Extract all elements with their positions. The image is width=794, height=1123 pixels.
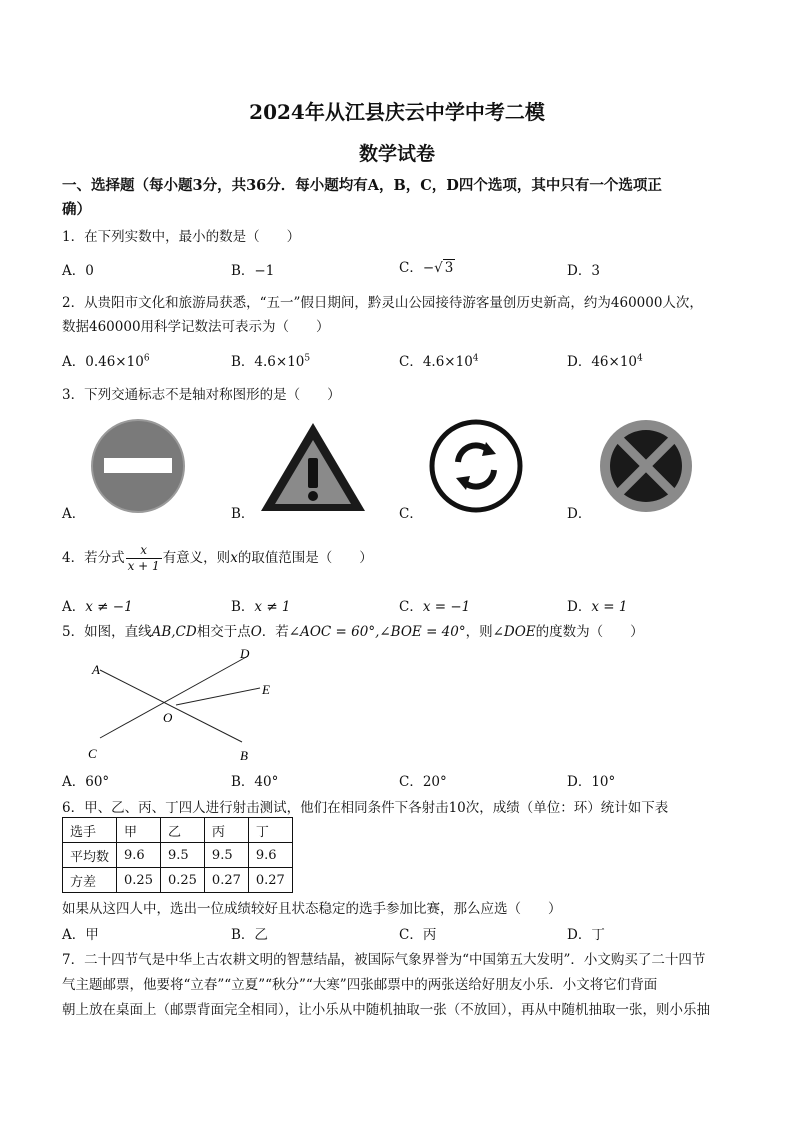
q7-stem-line3: 朝上放在桌面上（邮票背面完全相同），让小乐从中随机抽取一张（不放回），再从中随机抽取一张，则小乐抽	[62, 1002, 710, 1018]
q4-d-label: D．	[567, 599, 592, 615]
q1-option-d: D．3	[567, 263, 600, 279]
label-c: C	[88, 746, 97, 761]
q3-option-b: B．	[231, 506, 255, 522]
q4-c-expr: x = −1	[422, 599, 471, 615]
q5-option-b: B．40°	[231, 774, 279, 790]
q5-stem-mid3: ，则	[465, 624, 493, 640]
q4-c-label: C．	[399, 599, 423, 615]
table-row	[63, 868, 293, 893]
q5-stem-suffix: 的度数为（ ）	[535, 624, 644, 640]
q2-b-exp: 5	[304, 353, 311, 364]
q4-d-expr: x = 1	[591, 599, 628, 615]
table-cell: 丁	[248, 818, 292, 843]
q4-fraction	[126, 543, 162, 574]
label-b: B	[240, 748, 248, 763]
q1-option-c	[399, 256, 455, 276]
table-cell: 丙	[204, 818, 248, 843]
table-cell: 0.25	[117, 868, 161, 893]
table-cell: 0.25	[160, 868, 204, 893]
table-cell: 方差	[63, 868, 117, 893]
q4-b-expr: x ≠ 1	[254, 599, 291, 615]
q2-a-base: A．0.46×10	[62, 354, 144, 370]
q4-stem	[62, 543, 373, 574]
q4-variable: x	[230, 550, 238, 566]
q2-d-base: D．46×10	[567, 354, 637, 370]
q5-option-c: C．20°	[399, 774, 447, 790]
q6-question: 如果从这四人中，选出一位成绩较好且状态稳定的选手参加比赛，那么应选（ ）	[62, 901, 562, 917]
warning-triangle-icon	[258, 420, 368, 514]
q4-stem-suffix: 的取值范围是（ ）	[237, 550, 373, 566]
q4-option-a	[62, 595, 133, 615]
q4-option-c	[399, 595, 470, 615]
q4-b-label: B．	[231, 599, 255, 615]
q1-option-b: B．−1	[231, 263, 275, 279]
line-ab	[100, 670, 242, 742]
q5-option-a: A．60°	[62, 774, 110, 790]
table-cell: 乙	[160, 818, 204, 843]
q5-lines: AB,CD	[151, 624, 197, 640]
section-heading: 一、选择题（每小题3分，共36分．每小题均有A，B，C，D四个选项，其中只有一个选项正	[62, 177, 662, 194]
q2-c-base: C．4.6×10	[399, 354, 473, 370]
no-stopping-sign-icon	[596, 418, 696, 514]
q6-option-c: C．丙	[399, 927, 437, 943]
page-title: 2024年从江县庆云中学中考二模	[249, 100, 545, 124]
q1-option-c-prefix: C．−	[399, 260, 435, 276]
table-cell: 9.5	[160, 843, 204, 868]
q1-option-a: A．0	[62, 263, 94, 279]
label-e: E	[262, 682, 270, 697]
table-cell: 甲	[117, 818, 161, 843]
q5-stem-prefix: 5．如图，直线	[62, 624, 152, 640]
q4-a-label: A．	[62, 599, 86, 615]
q3-option-c: C．	[399, 506, 423, 522]
table-row	[63, 843, 293, 868]
q6-option-a: A．甲	[62, 927, 99, 943]
q2-a-exp: 6	[143, 353, 150, 364]
q4-fraction-denominator: x + 1	[127, 559, 160, 573]
q7-stem-line2: 气主题邮票，他要将“立春”“立夏”“秋分”“大寒”四张邮票中的两张送给好朋友小乐．小文将它们背面	[62, 977, 658, 993]
q5-stem-mid1: 相交于点	[196, 624, 251, 640]
q4-fraction-numerator: x	[126, 543, 162, 559]
q5-stem	[62, 620, 644, 640]
table-cell: 9.5	[204, 843, 248, 868]
q2-stem-cont: 数据460000用科学记数法可表示为（ ）	[62, 319, 330, 335]
q5-point: O	[250, 624, 262, 640]
q3-option-a: A．	[62, 506, 86, 522]
label-d: D	[240, 646, 250, 661]
section-heading-cont: 确）	[62, 201, 91, 218]
q5-geometry-diagram	[80, 642, 280, 766]
q2-option-b	[231, 350, 310, 370]
q2-c-exp: 4	[472, 353, 479, 364]
q5-target: ∠DOE	[492, 624, 536, 640]
ray-oe	[176, 688, 260, 705]
q4-option-b	[231, 595, 291, 615]
q5-given: ∠AOC = 60°,∠BOE = 40°	[288, 624, 466, 640]
q4-option-d	[567, 595, 627, 615]
sqrt-symbol: √ 3	[434, 260, 454, 276]
label-o: O	[163, 710, 173, 725]
table-cell: 9.6	[117, 843, 161, 868]
q5-stem-mid2: ．若	[261, 624, 289, 640]
q1-radicand: 3	[444, 260, 454, 276]
table-cell: 0.27	[204, 868, 248, 893]
q3-option-d: D．	[567, 506, 592, 522]
page-subtitle: 数学试卷	[358, 143, 435, 165]
table-cell: 选手	[63, 818, 117, 843]
q6-score-table	[62, 817, 293, 893]
q2-b-base: B．4.6×10	[231, 354, 305, 370]
q4-a-expr: x ≠ −1	[85, 599, 133, 615]
q6-option-d: D．丁	[567, 927, 605, 943]
no-entry-sign-icon	[88, 418, 188, 514]
q6-stem: 6．甲、乙、丙、丁四人进行射击测试，他们在相同条件下各射击10次，成绩（单位：环）统计如下表	[62, 800, 669, 816]
table-cell: 平均数	[63, 843, 117, 868]
line-cd	[100, 656, 248, 738]
q6-option-b: B．乙	[231, 927, 268, 943]
q5-option-d: D．10°	[567, 774, 616, 790]
q2-option-d	[567, 350, 643, 370]
q2-option-a	[62, 350, 150, 370]
q4-stem-prefix: 4．若分式	[62, 550, 125, 566]
q7-stem-line1: 7．二十四节气是中华上古农耕文明的智慧结晶，被国际气象界誉为“中国第五大发明”．小文购买了二十四节	[62, 952, 706, 968]
q3-stem: 3．下列交通标志不是轴对称图形的是（ ）	[62, 387, 341, 403]
q2-stem: 2．从贵阳市文化和旅游局获悉，“五一”假日期间，黔灵山公园接待游客量创历史新高，约为460000人次，	[62, 295, 703, 311]
table-cell: 9.6	[248, 843, 292, 868]
q2-option-c	[399, 350, 479, 370]
q4-stem-mid: 有意义，则	[162, 550, 231, 566]
q2-d-exp: 4	[637, 353, 643, 364]
table-header-row	[63, 818, 293, 843]
roundabout-sign-icon	[426, 418, 526, 514]
label-a: A	[92, 662, 100, 677]
q1-stem: 1．在下列实数中，最小的数是（ ）	[62, 229, 301, 245]
table-cell: 0.27	[248, 868, 292, 893]
